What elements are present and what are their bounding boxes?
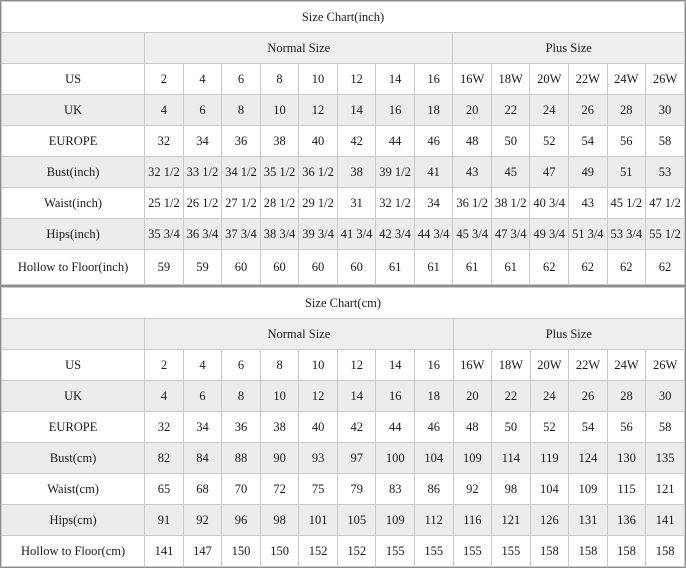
chart-group-row <box>2 33 685 64</box>
table-row <box>2 64 685 95</box>
table-row <box>2 536 685 567</box>
cell: 22 <box>492 381 531 412</box>
cell: 59 <box>183 250 222 285</box>
cell: 109 <box>376 505 415 536</box>
cell: 34 <box>183 412 222 443</box>
cell: 135 <box>646 443 685 474</box>
cell: 16W <box>453 350 492 381</box>
cell: 38 <box>337 157 376 188</box>
cell: 47 1/2 <box>646 188 685 219</box>
cell: 16 <box>376 381 415 412</box>
cell: 24 <box>530 95 569 126</box>
cell: 8 <box>222 95 261 126</box>
size-chart-cm-table <box>1 287 685 567</box>
group-plus-size: Plus Size <box>453 33 685 64</box>
cell: 18W <box>491 64 530 95</box>
table-row <box>2 412 685 443</box>
cell: 53 <box>646 157 685 188</box>
cell: 51 3/4 <box>569 219 608 250</box>
cell: 70 <box>222 474 261 505</box>
cell: 25 1/2 <box>145 188 184 219</box>
cell: 24 <box>530 381 569 412</box>
table-row <box>2 126 685 157</box>
cell: 44 <box>376 412 415 443</box>
cell: 12 <box>299 381 338 412</box>
cell: 24W <box>607 64 646 95</box>
table-row <box>2 157 685 188</box>
cell: 158 <box>569 536 608 567</box>
cell: 38 <box>260 412 299 443</box>
cell: 4 <box>183 350 222 381</box>
group-blank-cell <box>2 319 145 350</box>
table-row <box>2 505 685 536</box>
cell: 28 <box>607 381 646 412</box>
cell: 28 1/2 <box>260 188 299 219</box>
cell: 37 3/4 <box>222 219 261 250</box>
cell: 36 1/2 <box>453 188 492 219</box>
cell: 10 <box>299 64 338 95</box>
cell: 84 <box>183 443 222 474</box>
cell: 61 <box>491 250 530 285</box>
cell: 34 <box>414 188 453 219</box>
cell: 32 1/2 <box>376 188 415 219</box>
cell: 93 <box>299 443 338 474</box>
cell: 43 <box>453 157 492 188</box>
chart-title-row <box>2 2 685 33</box>
cell: 46 <box>415 412 454 443</box>
cell: 130 <box>607 443 646 474</box>
cell: 44 <box>376 126 415 157</box>
cell: 22 <box>491 95 530 126</box>
size-chart-cm-block <box>0 286 686 568</box>
cell: 79 <box>337 474 376 505</box>
cell: 104 <box>415 443 454 474</box>
cell: 16 <box>414 64 453 95</box>
chart-title: Size Chart(cm) <box>2 288 685 319</box>
cell: 52 <box>530 412 569 443</box>
cell: 60 <box>299 250 338 285</box>
cell: 26 <box>569 381 608 412</box>
cell: 36 <box>222 412 261 443</box>
cell: 22W <box>569 64 608 95</box>
cell: 155 <box>376 536 415 567</box>
cell: 62 <box>646 250 685 285</box>
cell: 40 <box>299 412 338 443</box>
cell: 46 <box>414 126 453 157</box>
cell: 75 <box>299 474 338 505</box>
row-label: Bust(inch) <box>2 157 145 188</box>
cell: 38 1/2 <box>491 188 530 219</box>
cell: 22W <box>569 350 608 381</box>
cell: 44 3/4 <box>414 219 453 250</box>
cell: 30 <box>646 381 685 412</box>
cell: 38 <box>260 126 299 157</box>
cell: 47 3/4 <box>491 219 530 250</box>
chart-group-row <box>2 319 685 350</box>
cell: 32 1/2 <box>145 157 184 188</box>
cell: 28 <box>607 95 646 126</box>
cell: 4 <box>145 381 184 412</box>
cell: 41 <box>414 157 453 188</box>
cell: 98 <box>492 474 531 505</box>
cell: 56 <box>607 412 646 443</box>
cell: 121 <box>646 474 685 505</box>
cell: 20 <box>453 95 492 126</box>
cell: 16W <box>453 64 492 95</box>
row-label: UK <box>2 95 145 126</box>
row-label: US <box>2 350 145 381</box>
cell: 100 <box>376 443 415 474</box>
cell: 42 3/4 <box>376 219 415 250</box>
cell: 6 <box>183 381 222 412</box>
cell: 141 <box>145 536 184 567</box>
cell: 26 1/2 <box>183 188 222 219</box>
cell: 98 <box>260 505 299 536</box>
cell: 155 <box>415 536 454 567</box>
cell: 60 <box>337 250 376 285</box>
cell: 30 <box>646 95 685 126</box>
cell: 61 <box>414 250 453 285</box>
row-label: Waist(inch) <box>2 188 145 219</box>
cell: 58 <box>646 126 685 157</box>
cell: 32 <box>145 412 184 443</box>
cell: 24W <box>607 350 646 381</box>
cell: 20W <box>530 350 569 381</box>
cell: 36 1/2 <box>299 157 338 188</box>
cell: 34 <box>183 126 222 157</box>
cell: 96 <box>222 505 261 536</box>
table-row <box>2 381 685 412</box>
cell: 48 <box>453 412 492 443</box>
cell: 45 <box>491 157 530 188</box>
group-plus-size: Plus Size <box>453 319 684 350</box>
cell: 38 3/4 <box>260 219 299 250</box>
cell: 6 <box>222 350 261 381</box>
cell: 35 3/4 <box>145 219 184 250</box>
cell: 20W <box>530 64 569 95</box>
cell: 141 <box>646 505 685 536</box>
cell: 47 <box>530 157 569 188</box>
cell: 58 <box>646 412 685 443</box>
cell: 121 <box>492 505 531 536</box>
cell: 43 <box>569 188 608 219</box>
cell: 68 <box>183 474 222 505</box>
cell: 50 <box>491 126 530 157</box>
cell: 48 <box>453 126 492 157</box>
cell: 56 <box>607 126 646 157</box>
cell: 41 3/4 <box>337 219 376 250</box>
cell: 155 <box>492 536 531 567</box>
cell: 29 1/2 <box>299 188 338 219</box>
cell: 52 <box>530 126 569 157</box>
cell: 152 <box>337 536 376 567</box>
cell: 158 <box>646 536 685 567</box>
cell: 55 1/2 <box>646 219 685 250</box>
cell: 27 1/2 <box>222 188 261 219</box>
cell: 114 <box>492 443 531 474</box>
cell: 92 <box>453 474 492 505</box>
cell: 97 <box>337 443 376 474</box>
cell: 158 <box>607 536 646 567</box>
cell: 53 3/4 <box>607 219 646 250</box>
cell: 61 <box>453 250 492 285</box>
cell: 82 <box>145 443 184 474</box>
cell: 45 1/2 <box>607 188 646 219</box>
cell: 35 1/2 <box>260 157 299 188</box>
cell: 33 1/2 <box>183 157 222 188</box>
group-normal-size: Normal Size <box>145 319 453 350</box>
cell: 26W <box>646 64 685 95</box>
row-label: Hips(cm) <box>2 505 145 536</box>
cell: 39 1/2 <box>376 157 415 188</box>
cell: 14 <box>376 64 415 95</box>
cell: 124 <box>569 443 608 474</box>
row-label: UK <box>2 381 145 412</box>
chart-title-row <box>2 288 685 319</box>
cell: 54 <box>569 126 608 157</box>
cell: 62 <box>530 250 569 285</box>
cell: 60 <box>260 250 299 285</box>
cell: 116 <box>453 505 492 536</box>
cell: 91 <box>145 505 184 536</box>
cell: 34 1/2 <box>222 157 261 188</box>
cell: 105 <box>337 505 376 536</box>
row-label: Hips(inch) <box>2 219 145 250</box>
cell: 150 <box>260 536 299 567</box>
cell: 126 <box>530 505 569 536</box>
cell: 101 <box>299 505 338 536</box>
cell: 40 3/4 <box>530 188 569 219</box>
cell: 51 <box>607 157 646 188</box>
cell: 8 <box>260 64 299 95</box>
cell: 104 <box>530 474 569 505</box>
table-row <box>2 474 685 505</box>
cell: 4 <box>145 95 184 126</box>
group-blank-cell <box>2 33 145 64</box>
cell: 147 <box>183 536 222 567</box>
cell: 8 <box>222 381 261 412</box>
cell: 49 3/4 <box>530 219 569 250</box>
cell: 72 <box>260 474 299 505</box>
cell: 42 <box>337 412 376 443</box>
cell: 10 <box>299 350 338 381</box>
cell: 42 <box>337 126 376 157</box>
cell: 2 <box>145 64 184 95</box>
cell: 18 <box>415 381 454 412</box>
cell: 119 <box>530 443 569 474</box>
cell: 109 <box>453 443 492 474</box>
table-row <box>2 443 685 474</box>
row-label: Bust(cm) <box>2 443 145 474</box>
cell: 90 <box>260 443 299 474</box>
cell: 36 <box>222 126 261 157</box>
row-label: US <box>2 64 145 95</box>
cell: 86 <box>415 474 454 505</box>
cell: 10 <box>260 95 299 126</box>
table-row <box>2 95 685 126</box>
chart-title: Size Chart(inch) <box>2 2 685 33</box>
cell: 10 <box>260 381 299 412</box>
cell: 20 <box>453 381 492 412</box>
cell: 150 <box>222 536 261 567</box>
cell: 40 <box>299 126 338 157</box>
cell: 14 <box>337 95 376 126</box>
cell: 16 <box>376 95 415 126</box>
cell: 115 <box>607 474 646 505</box>
cell: 49 <box>569 157 608 188</box>
cell: 32 <box>145 126 184 157</box>
cell: 18W <box>492 350 531 381</box>
table-row <box>2 188 685 219</box>
cell: 6 <box>222 64 261 95</box>
table-row <box>2 250 685 285</box>
cell: 31 <box>337 188 376 219</box>
row-label: Waist(cm) <box>2 474 145 505</box>
cell: 62 <box>607 250 646 285</box>
cell: 131 <box>569 505 608 536</box>
cell: 36 3/4 <box>183 219 222 250</box>
cell: 112 <box>415 505 454 536</box>
cell: 12 <box>299 95 338 126</box>
cell: 60 <box>222 250 261 285</box>
cell: 2 <box>145 350 184 381</box>
cell: 152 <box>299 536 338 567</box>
cell: 16 <box>415 350 454 381</box>
cell: 54 <box>569 412 608 443</box>
cell: 62 <box>569 250 608 285</box>
cell: 6 <box>183 95 222 126</box>
cell: 88 <box>222 443 261 474</box>
cell: 4 <box>183 64 222 95</box>
row-label: Hollow to Floor(inch) <box>2 250 145 285</box>
cell: 83 <box>376 474 415 505</box>
cell: 18 <box>414 95 453 126</box>
cell: 12 <box>337 64 376 95</box>
cell: 14 <box>337 381 376 412</box>
cell: 26 <box>569 95 608 126</box>
cell: 12 <box>337 350 376 381</box>
cell: 50 <box>492 412 531 443</box>
cell: 92 <box>183 505 222 536</box>
row-label: EUROPE <box>2 412 145 443</box>
group-normal-size: Normal Size <box>145 33 453 64</box>
cell: 65 <box>145 474 184 505</box>
cell: 61 <box>376 250 415 285</box>
cell: 8 <box>260 350 299 381</box>
cell: 14 <box>376 350 415 381</box>
size-chart-inch-table <box>1 1 685 285</box>
row-label: Hollow to Floor(cm) <box>2 536 145 567</box>
cell: 155 <box>453 536 492 567</box>
cell: 158 <box>530 536 569 567</box>
cell: 26W <box>646 350 685 381</box>
cell: 109 <box>569 474 608 505</box>
table-row <box>2 350 685 381</box>
row-label: EUROPE <box>2 126 145 157</box>
cell: 39 3/4 <box>299 219 338 250</box>
cell: 136 <box>607 505 646 536</box>
table-row <box>2 219 685 250</box>
cell: 59 <box>145 250 184 285</box>
cell: 45 3/4 <box>453 219 492 250</box>
